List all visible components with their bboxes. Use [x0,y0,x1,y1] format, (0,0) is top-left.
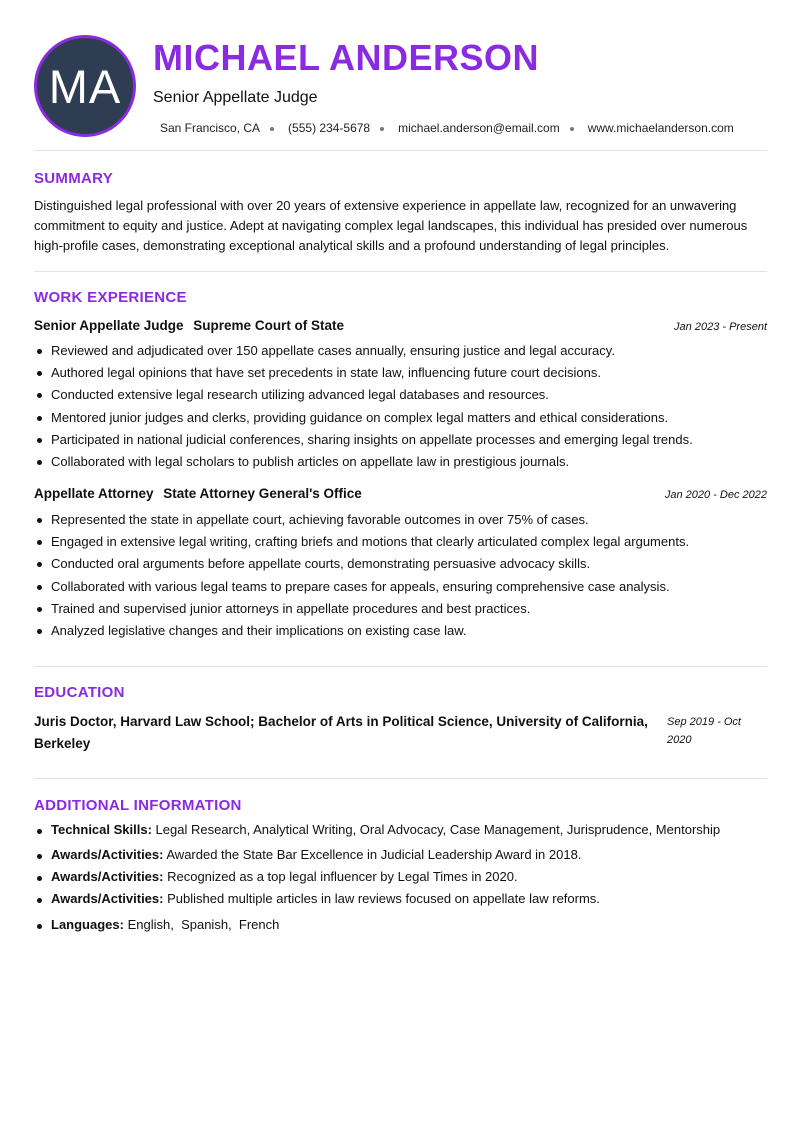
item-label: Awards/Activities: [51,847,164,862]
contact-email[interactable]: michael.anderson@email.com [398,121,560,135]
summary-text: Distinguished legal professional with over 20 years of extensive experience in appellate law, recognized for an unwavering commitment to equity and justice. Adept at navigating complex legal landscapes, this individual has presided over numerous high-profile cases, demonstrating exceptional analytical skills and a profound understanding of legal principles. [34,198,748,253]
job-company: State Attorney General's Office [163,486,362,501]
item-text: Published multiple articles in law reviews focused on appellate law reforms. [167,891,600,906]
candidate-name: MICHAEL ANDERSON [153,37,540,78]
list-item [34,917,767,939]
education-degree: Juris Doctor, Harvard Law School; Bachelor of Arts in Political Science, University of California, Berkeley [34,714,648,751]
list-item: Represented the state in appellate court, achieving favorable outcomes in over 75% of cases. [34,509,767,531]
job-dates: Jan 2020 - Dec 2022 [664,489,767,501]
section-divider [34,150,767,151]
item-label: Awards/Activities: [51,891,164,906]
avatar-initials: MA [48,59,122,113]
contact-line [160,121,734,135]
item-label: Awards/Activities: [51,869,164,884]
contact-website[interactable]: www.michaelanderson.com [587,121,734,135]
job-position: Appellate Attorney [34,486,154,501]
item-text: Recognized as a top legal influencer by Legal Times in 2020. [167,869,518,884]
job-company: Supreme Court of State [193,318,345,333]
avatar [34,35,136,137]
item-text: English, Spanish, French [127,917,280,932]
list-item: Mentored junior judges and clerks, providing guidance on complex legal matters and ethical considerations. [34,407,767,429]
additional-heading: ADDITIONAL INFORMATION [34,797,242,814]
job-dates: Jan 2023 - Present [674,321,767,333]
list-item [34,822,767,847]
list-item: Participated in national judicial conferences, sharing insights on appellate processes and emerging legal trends. [34,429,767,451]
list-item: Engaged in extensive legal writing, crafting briefs and motions that clearly articulated complex legal arguments. [34,531,767,553]
contact-phone: (555) 234-5678 [288,121,371,135]
list-item: Trained and supervised junior attorneys in appellate procedures and best practices. [34,598,767,620]
education-entry [34,711,767,755]
item-label: Languages: [51,917,124,932]
education-heading: EDUCATION [34,684,125,701]
list-item: Collaborated with various legal teams to prepare cases for appeals, ensuring comprehensive case analysis. [34,576,767,598]
list-item: Conducted oral arguments before appellate courts, demonstrating persuasive advocacy skills. [34,553,767,575]
job-header [34,318,767,333]
education-dates: Sep 2019 - Oct 2020 [667,716,741,746]
job-bullets [34,340,767,473]
list-item: Authored legal opinions that have set precedents in state law, influencing future court decisions. [34,362,767,384]
list-item [34,847,767,869]
list-item: Collaborated with legal scholars to publish articles on appellate law in prestigious journals. [34,451,767,473]
separator-dot-icon [270,127,274,131]
item-label: Technical Skills: [51,822,152,837]
job-position: Senior Appellate Judge [34,318,184,333]
item-text: Legal Research, Analytical Writing, Oral Advocacy, Case Management, Jurisprudence, Mentorship [155,822,721,837]
item-text: Awarded the State Bar Excellence in Judicial Leadership Award in 2018. [166,847,582,862]
job-title [34,318,344,333]
list-item [34,869,767,891]
list-item: Analyzed legislative changes and their implications on existing case law. [34,620,767,642]
candidate-role: Senior Appellate Judge [153,89,318,106]
experience-heading: WORK EXPERIENCE [34,289,187,306]
additional-list [34,822,767,939]
section-divider [34,271,767,272]
job-title [34,486,362,501]
job-header [34,486,767,501]
list-item: Conducted extensive legal research utilizing advanced legal databases and resources. [34,384,767,406]
list-item: Reviewed and adjudicated over 150 appellate cases annually, ensuring justice and legal accuracy. [34,340,767,362]
job-bullets [34,509,767,642]
section-divider [34,666,767,667]
separator-dot-icon [570,127,574,131]
summary-heading: SUMMARY [34,170,114,187]
contact-location: San Francisco, CA [160,121,261,135]
separator-dot-icon [380,127,384,131]
list-item [34,891,767,917]
section-divider [34,778,767,779]
